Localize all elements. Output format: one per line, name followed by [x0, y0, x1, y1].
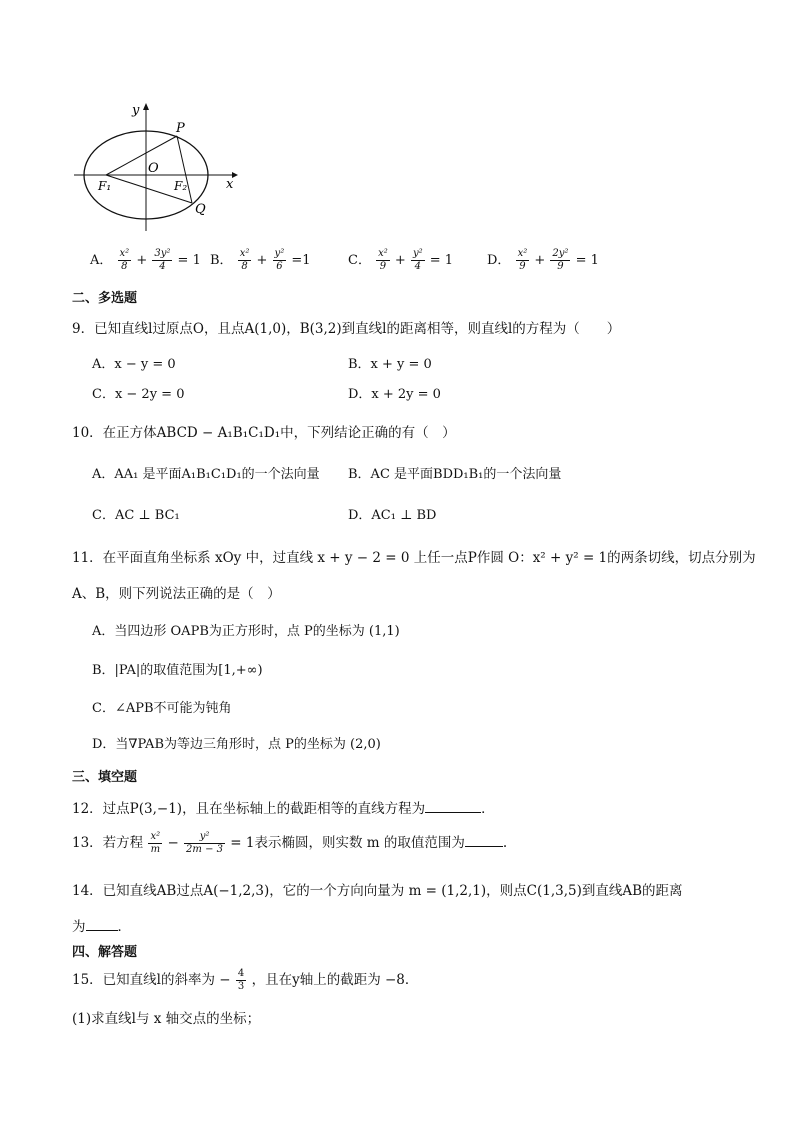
q10-option-b[interactable]: B．AC 是平面BDD₁B₁的一个法向量 — [348, 467, 562, 482]
q9-option-b[interactable]: B．x + y = 0 — [348, 357, 432, 372]
q10-option-a[interactable]: A．AA₁ 是平面A₁B₁C₁D₁的一个法向量 — [92, 467, 320, 482]
q11-option-b[interactable]: B．|PA|的取值范围为[1,+∞) — [92, 663, 263, 678]
option-label: D． — [487, 253, 511, 268]
answer-blank[interactable] — [425, 800, 481, 813]
q11-stem-line1: 11．在平面直角坐标系 xOy 中，过直线 x + y − 2 = 0 上任一点P作圆 O：x² + y² = 1的两条切线，切点分别为 — [72, 550, 756, 566]
q11-stem-line2: A、B，则下列说法正确的是（ ） — [72, 586, 281, 602]
q9-option-c[interactable]: C．x − 2y = 0 — [92, 387, 185, 402]
label-o: O — [148, 161, 159, 176]
q14-line1: 14．已知直线AB过点A(−1,2,3)，它的一个方向向量为 m = (1,2,1)，则点C(1,3,5)到直线AB的距离 — [72, 883, 683, 899]
q8-option-c[interactable]: C． $\frac{\text{x²}}{9}$ + $\frac{\text{y²}}{4}$ = 1 — [348, 248, 454, 272]
option-label: B． — [210, 253, 233, 268]
q9-stem: 9．已知直线l过原点O，且点A(1,0)，B(3,2)到直线l的距离相等，则直线l的方程为（ ） — [72, 321, 621, 337]
q10-stem: 10．在正方体ABCD − A₁B₁C₁D₁中，下列结论正确的有（ ） — [72, 425, 456, 441]
q11-option-a[interactable]: A．当四边形 OAPB为正方形时，点 P的坐标为 (1,1) — [92, 624, 400, 639]
q13: 13．若方程 $\frac{\text{x²}}{m}$ − $\frac{\text{y²}}{2m - 3}$ = 1表示椭圆，则实数 m 的取值范围为 . — [72, 831, 508, 855]
label-p: P — [176, 121, 185, 136]
segment-f1-p — [106, 136, 177, 175]
q11-option-d[interactable]: D．当∇PAB为等边三角形时，点 P的坐标为 (2,0) — [92, 737, 381, 752]
label-q: Q — [195, 202, 206, 217]
option-label: C． — [348, 253, 371, 268]
ellipse-figure — [70, 98, 240, 233]
q8-option-a[interactable]: A． $\frac{\text{x²}}{8}$ + $\frac{\text{3y²}}{4}$ = 1 — [90, 248, 201, 272]
y-axis-arrow — [143, 103, 149, 110]
label-f2: F₂ — [174, 179, 188, 193]
answer-blank[interactable] — [465, 834, 503, 847]
section-heading-multi-choice: 二、多选题 — [72, 291, 138, 306]
q8-option-d[interactable]: D． $\frac{\text{x²}}{9}$ + $\frac{\text{2y²}}{9}$ = 1 — [487, 248, 599, 272]
q9-option-a[interactable]: A．x − y = 0 — [92, 357, 176, 372]
q11-option-c[interactable]: C．∠APB不可能为钝角 — [92, 701, 232, 716]
label-y: y — [132, 103, 140, 118]
q15-part1: (1)求直线l与 x 轴交点的坐标； — [72, 1011, 261, 1027]
q15-stem: 15．已知直线l的斜率为 − $\frac{4}{3}$ ，且在y轴上的截距为 −8． — [72, 968, 419, 992]
q8-option-b[interactable]: B． $\frac{\text{x²}}{8}$ + $\frac{\text{y²}}{6}$ =1 — [210, 248, 311, 272]
q14-line2: 为 ． — [72, 919, 131, 935]
q10-option-d[interactable]: D．AC₁ ⊥ BD — [348, 508, 437, 523]
label-f1: F₁ — [98, 179, 112, 193]
label-x: x — [226, 177, 234, 192]
section-heading-fill-blank: 三、填空题 — [72, 770, 138, 785]
section-heading-solve: 四、解答题 — [72, 945, 138, 960]
q9-option-d[interactable]: D．x + 2y = 0 — [348, 387, 441, 402]
option-label: A． — [90, 253, 113, 268]
q12: 12．过点P(3,−1)，且在坐标轴上的截距相等的直线方程为 ． — [72, 801, 495, 817]
q10-option-c[interactable]: C．AC ⊥ BC₁ — [92, 508, 180, 523]
answer-blank[interactable] — [86, 918, 118, 931]
